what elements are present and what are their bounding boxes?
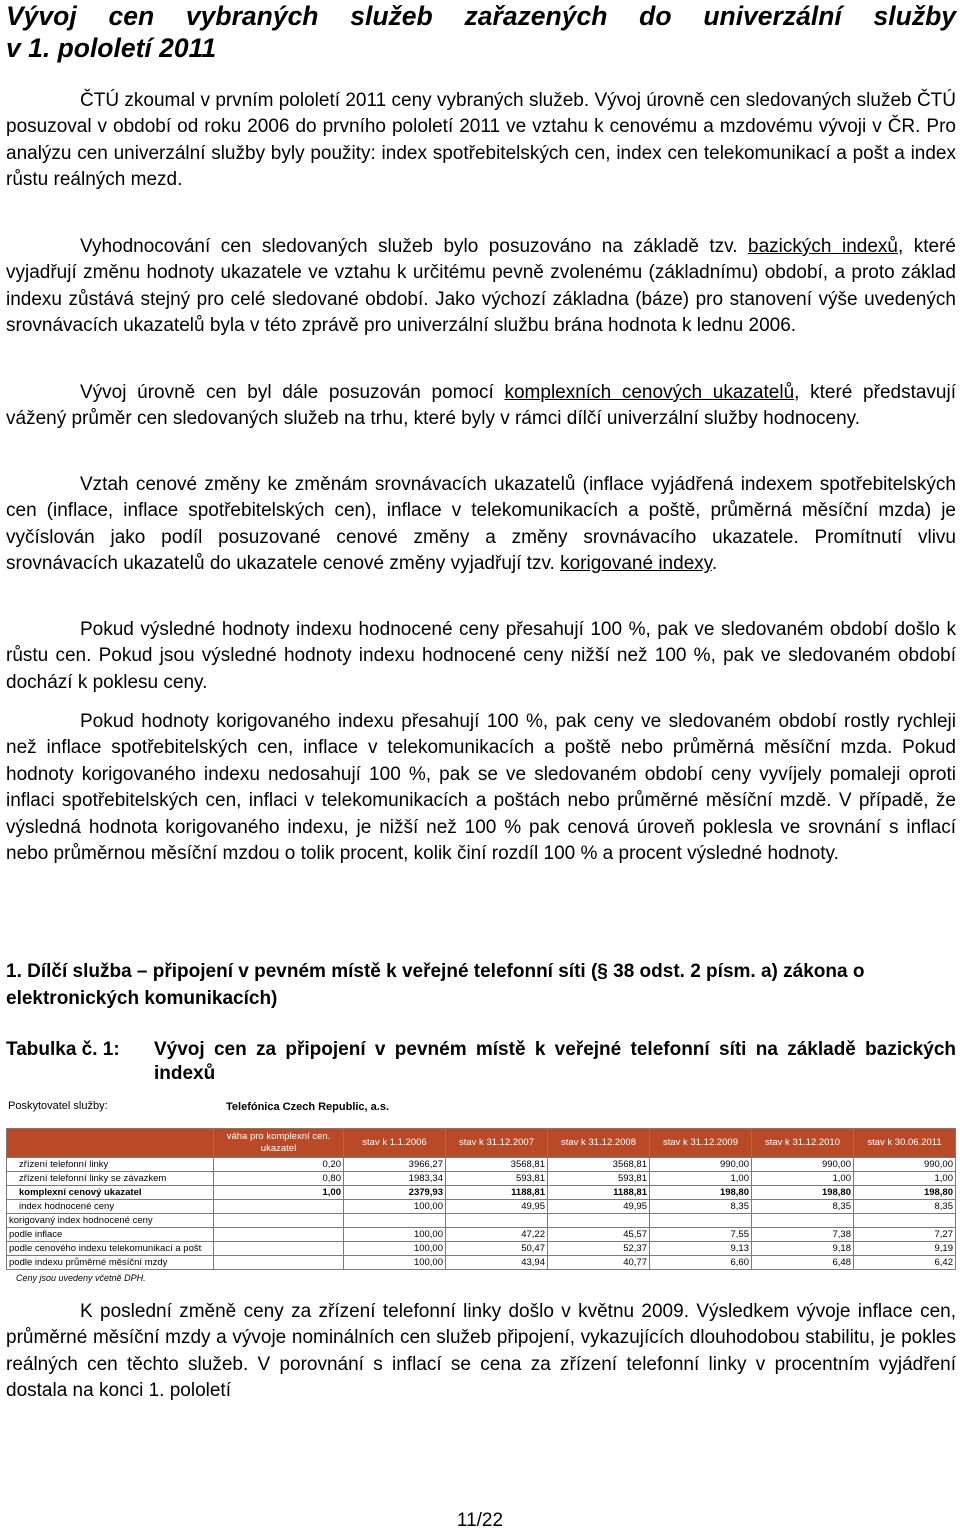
table-header-cell: stav k 31.12.2008: [548, 1129, 650, 1158]
page-number: 11/22: [456, 1510, 504, 1531]
title-line-1: Vývoj cen vybraných služeb zařazených do univerzální služby: [6, 1, 956, 31]
table-cell: 43,94: [446, 1256, 548, 1270]
table-cell: 50,47: [446, 1242, 548, 1256]
row-label: komplexní cenový ukazatel: [7, 1186, 214, 1200]
paragraph-2-text-b: , které vyjadřují změnu hodnoty ukazatele ve vztahu k určitému pevně zvolenému (základnímu) období, a proto základ indexu zůstává stejný pro celé sledované období. Jako výchozí základna (báze) pro stanovení výše uvedených srovnávacích ukazatelů byla v této zprávě pro univerzální službu brána hodnota k lednu 2006.: [6, 236, 956, 337]
table-cell: 990,00: [752, 1158, 854, 1172]
table-cell: 8,35: [752, 1200, 854, 1214]
table-row: [7, 1200, 956, 1214]
table-cell: 1,00: [650, 1172, 752, 1186]
table-cell: 8,35: [854, 1200, 956, 1214]
komplexni-ukazatele-link[interactable]: komplexních cenových ukazatelů: [504, 382, 795, 403]
table-row: [7, 1256, 956, 1270]
table-caption-label: Tabulka č. 1:: [6, 1039, 120, 1060]
table-cell: [214, 1228, 344, 1242]
table-header-cell: stav k 1.1.2006: [344, 1129, 446, 1158]
paragraph-3-text-a: Vývoj úrovně cen byl dále posuzován pomocí: [80, 382, 505, 403]
table-cell: [214, 1242, 344, 1256]
paragraph-1: ČTÚ zkoumal v prvním pololetí 2011 ceny vybraných služeb. Vývoj úrovně cen sledovaných služeb ČTÚ posuzoval v období od roku 2006 do prvního pololetí 2011 ve vztahu k cenovému a mzdovému vývoji v ČR. Pro analýzu cen univerzální služby byly použity: index spotřebitelských cen, index cen telekomunikací a pošt a index růstu reálných mezd.: [6, 90, 956, 191]
table-cell: 3568,81: [548, 1158, 650, 1172]
table-cell: 7,27: [854, 1228, 956, 1242]
paragraph-2: [6, 234, 956, 340]
table-cell: 3568,81: [446, 1158, 548, 1172]
table-cell: [650, 1214, 752, 1228]
table-cell: 198,80: [650, 1186, 752, 1200]
paragraph-3: [6, 380, 956, 433]
table-header-cell: stav k 31.12.2007: [446, 1129, 548, 1158]
table-cell: 593,81: [446, 1172, 548, 1186]
table-cell: [344, 1214, 446, 1228]
bazicke-indexy-link[interactable]: bazických indexů: [748, 236, 898, 257]
paragraph-3-text-b: , které představují vážený průměr cen sledovaných služeb na trhu, které byly v rámci dílčí univerzální služby hodnoceny.: [6, 382, 956, 430]
table-body: [7, 1158, 956, 1270]
table-cell: 100,00: [344, 1256, 446, 1270]
table-cell: 8,35: [650, 1200, 752, 1214]
table-row: [7, 1228, 956, 1242]
table-row: [7, 1242, 956, 1256]
table-row: [7, 1186, 956, 1200]
table-header-cell: [7, 1129, 214, 1158]
table-cell: 100,00: [344, 1200, 446, 1214]
table-cell: 52,37: [548, 1242, 650, 1256]
table-cell: 9,19: [854, 1242, 956, 1256]
price-index-table: [6, 1128, 956, 1270]
table-cell: [854, 1214, 956, 1228]
table-cell: 6,42: [854, 1256, 956, 1270]
table-cell: 6,48: [752, 1256, 854, 1270]
row-label: zřízení telefonní linky se závazkem: [7, 1172, 214, 1186]
table-cell: 49,95: [446, 1200, 548, 1214]
table-cell: 9,13: [650, 1242, 752, 1256]
table-cell: 1,00: [752, 1172, 854, 1186]
paragraph-6: Pokud hodnoty korigovaného indexu přesahují 100 %, pak ceny ve sledovaném období rostly rychleji než inflace spotřebitelských cen, inflace v telekomunikacích a poště nebo průměrná měsíční mzda. Pokud hodnoty korigovaného indexu nedosahují 100 %, pak se ve sledovaném období ceny vyvíjely pomaleji oproti inflaci spotřebitelských cen, inflaci v telekomunikacích a poštách nebo průměrné měsíční mzdě. V případě, že výsledná hodnota korigovaného indexu, je nižší než 100 % pak cenová úroveň poklesla ve srovnání s inflací nebo průměrnou měsíční mzdou o tolik procent, kolik činí rozdíl 100 % a procent výsledné hodnoty.: [6, 711, 956, 865]
table-row: [7, 1172, 956, 1186]
table-cell: 0,80: [214, 1172, 344, 1186]
table-cell: 100,00: [344, 1242, 446, 1256]
table-cell: 1,00: [214, 1186, 344, 1200]
table-cell: 198,80: [752, 1186, 854, 1200]
table-cell: 1188,81: [548, 1186, 650, 1200]
paragraph-4: [6, 472, 956, 578]
provider-value: Telefónica Czech Republic, a.s.: [226, 1101, 390, 1113]
table-cell: 7,38: [752, 1228, 854, 1242]
table-header-cell: stav k 31.12.2009: [650, 1129, 752, 1158]
table-cell: 990,00: [650, 1158, 752, 1172]
table-cell: 593,81: [548, 1172, 650, 1186]
table-cell: [752, 1214, 854, 1228]
table-header-row: [7, 1129, 956, 1158]
paragraph-2-text-a: Vyhodnocování cen sledovaných služeb bylo posuzováno na základě tzv.: [80, 236, 749, 257]
title-line-2: v 1. pololetí 2011: [6, 33, 217, 63]
row-label: podle cenového indexu telekomunikací a pošt: [7, 1242, 214, 1256]
table-cell: [446, 1214, 548, 1228]
table-cell: [548, 1214, 650, 1228]
table-row: [7, 1158, 956, 1172]
table-cell: 45,57: [548, 1228, 650, 1242]
table-cell: 2379,93: [344, 1186, 446, 1200]
provider-label: Poskytovatel služby:: [8, 1100, 108, 1112]
table-cell: 1188,81: [446, 1186, 548, 1200]
table-cell: 9,18: [752, 1242, 854, 1256]
table-cell: 47,22: [446, 1228, 548, 1242]
table-cell: 1983,34: [344, 1172, 446, 1186]
table-cell: [214, 1214, 344, 1228]
table-cell: 40,77: [548, 1256, 650, 1270]
table-cell: 49,95: [548, 1200, 650, 1214]
section-heading: 1. Dílčí služba – připojení v pevném místě k veřejné telefonní síti (§ 38 odst. 2 písm. a) zákona o elektronických komunikacích): [6, 961, 865, 1009]
row-label: podle inflace: [7, 1228, 214, 1242]
table-cell: 100,00: [344, 1228, 446, 1242]
table-header-cell: stav k 30.06.2011: [854, 1129, 956, 1158]
table-cell: 7,55: [650, 1228, 752, 1242]
page-title: [6, 0, 956, 64]
table-cell: 198,80: [854, 1186, 956, 1200]
row-label: podle indexu průměrné měsíční mzdy: [7, 1256, 214, 1270]
row-label: zřízení telefonní linky: [7, 1158, 214, 1172]
row-label: korigovaný index hodnocené ceny: [7, 1214, 214, 1228]
table-cell: 990,00: [854, 1158, 956, 1172]
table-cell: [214, 1256, 344, 1270]
table-cell: [214, 1200, 344, 1214]
table-cell: 3966,27: [344, 1158, 446, 1172]
table-caption-title: Vývoj cen za připojení v pevném místě k veřejné telefonní síti na základě bazických indexů: [154, 1039, 956, 1084]
table-cell: 0,20: [214, 1158, 344, 1172]
paragraph-5: Pokud výsledné hodnoty indexu hodnocené ceny přesahují 100 %, pak ve sledovaném období došlo k růstu cen. Pokud jsou výsledné hodnoty indexu hodnocené ceny nižší než 100 %, pak ve sledovaném období dochází k poklesu ceny.: [6, 619, 956, 693]
row-label: index hodnocené ceny: [7, 1200, 214, 1214]
table-row: [7, 1214, 956, 1228]
paragraph-4-text-b: .: [711, 553, 718, 575]
paragraph-7: K poslední změně ceny za zřízení telefonní linky došlo v květnu 2009. Výsledkem vývoje inflace cen, průměrné měsíční mzdy a vývoje nominálních cen služeb připojení, vykazujících dlouhodobou stabilitu, je pokles reálných cen těchto služeb. V porovnání s inflací se cena za zřízení telefonní linky v procentním vyjádření dostala na konci 1. pololetí: [6, 1301, 956, 1402]
table-header-cell: stav k 31.12.2010: [752, 1129, 854, 1158]
table-header-cell: váha pro komplexní cen. ukazatel: [214, 1129, 344, 1158]
table-cell: 1,00: [854, 1172, 956, 1186]
table-cell: 6,60: [650, 1256, 752, 1270]
korigovane-indexy-link[interactable]: korigované indexy: [560, 553, 712, 575]
table-note: Ceny jsou uvedeny včetně DPH.: [16, 1273, 146, 1283]
paragraph-4-text-a: Vztah cenové změny ke změnám srovnávacích ukazatelů (inflace vyjádřená indexem spotřebitelských cen (inflace, inflace spotřebitelských cen), inflace v telekomunikacích a poště, průměrná měsíční mzda) je vyčíslován jako podíl posuzované cenové změny a změny srovnávacího ukazatele. Promítnutí vlivu srovnávacích ukazatelů do ukazatele cenové změny vyjadřují tzv.: [6, 474, 956, 575]
